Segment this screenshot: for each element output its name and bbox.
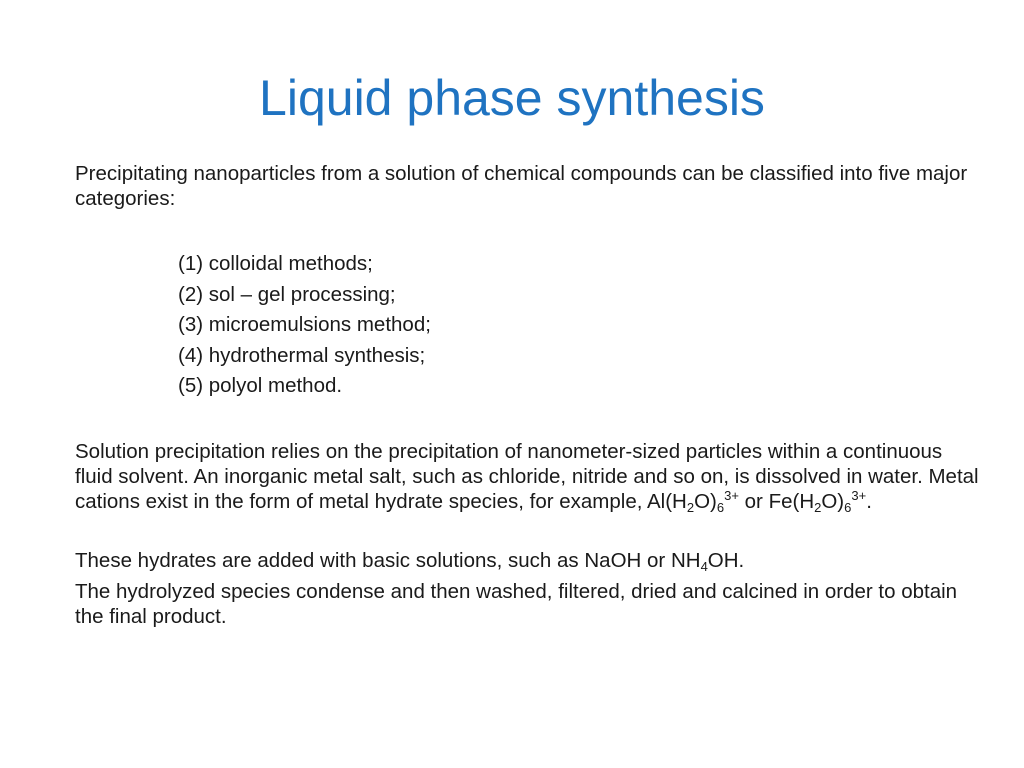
list-item: (1) colloidal methods; xyxy=(178,252,373,275)
list-item: (5) polyol method. xyxy=(178,374,343,397)
solution-text: Solution precipitation relies on the precipitation of nanometer-sized particles within a continuous fluid solvent. An inorganic metal salt, such as chloride, nitride and so on, is dissolved in water. Metal cations exist in the form of metal hydrate species, for example, xyxy=(75,439,979,513)
list-item: (3) microemulsions method; xyxy=(178,313,431,336)
slide-body xyxy=(75,161,985,629)
solution-paragraph: Solution precipitation relies on the precipitation of nanometer-sized particles within a continuous fluid solvent. An inorganic metal salt, such as chloride, nitride and so on, is dissolved in water. Metal cations exist in the form of metal hydrate species, for example, $Al(H_2O)_6^{3+}$ or $Fe(H_2O)_6^{3+}$. xyxy=(75,439,979,515)
hydrates-paragraph: These hydrates are added with basic solutions, such as NaOH or $NH_4OH$. xyxy=(75,548,745,574)
methods-list xyxy=(75,249,985,402)
final-paragraph: The hydrolyzed species condense and then washed, filtered, dried and calcined in order to obtain the final product. xyxy=(75,579,958,628)
formula-iron-hydrate: $Fe(H_2O)_6^{3+}$ xyxy=(768,487,867,515)
formula-aluminium-hydrate: $Al(H_2O)_6^{3+}$ xyxy=(647,487,739,515)
slide-title: Liquid phase synthesis xyxy=(259,70,765,126)
list-item: (2) sol – gel processing; xyxy=(178,282,396,306)
list-item: (4) hydrothermal synthesis; xyxy=(178,343,426,367)
intro-paragraph: Precipitating nanoparticles from a solution of chemical compounds can be classified into five major categories: xyxy=(75,162,968,210)
